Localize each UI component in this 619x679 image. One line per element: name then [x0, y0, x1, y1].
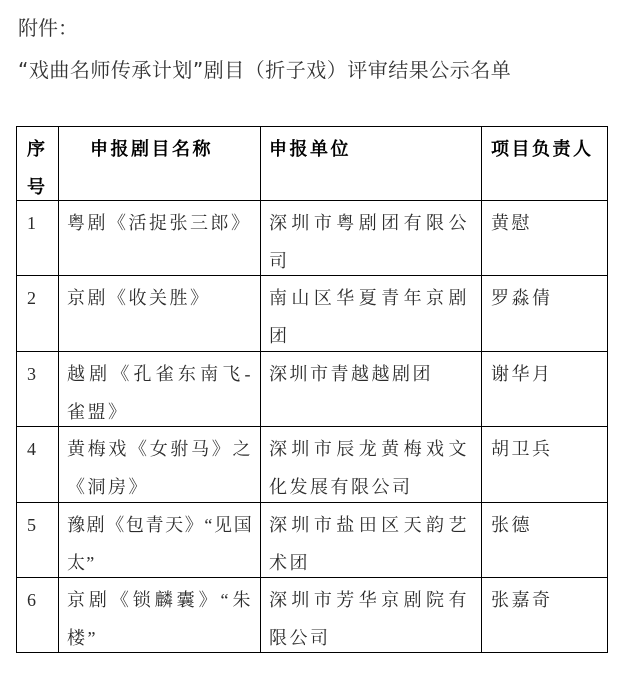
- row-name-cell: [59, 577, 261, 652]
- project-lead: 胡卫兵: [491, 439, 553, 460]
- applicant-unit: 南山区华夏青年京剧团: [269, 288, 469, 347]
- row-index: 4: [27, 439, 39, 460]
- applicant-unit: 深圳市辰龙黄梅戏文化发展有限公司: [269, 439, 469, 498]
- row-index: 5: [27, 514, 39, 535]
- row-unit-cell: [261, 427, 482, 502]
- row-index-cell: [17, 502, 59, 577]
- header-program-name: 申报剧目名称: [90, 139, 213, 159]
- header-cell-lead: [482, 127, 608, 201]
- table-row: [17, 577, 608, 652]
- applicant-unit: 深圳市盐田区天韵艺术团: [269, 514, 469, 573]
- row-index-cell: [17, 577, 59, 652]
- program-name: 黄梅戏《女驸马》之《洞房》: [67, 439, 253, 498]
- program-name: 京剧《锁麟囊》“朱楼”: [67, 589, 253, 648]
- header-index: 序号: [27, 139, 48, 197]
- project-lead: 张嘉奇: [491, 589, 553, 610]
- table-row: [17, 351, 608, 426]
- row-index-cell: [17, 201, 59, 276]
- row-index: 2: [27, 288, 39, 309]
- row-unit-cell: [261, 351, 482, 426]
- row-unit-cell: [261, 502, 482, 577]
- applicant-unit: 深圳市粤剧团有限公司: [269, 213, 469, 271]
- project-lead: 罗淼倩: [491, 288, 553, 309]
- header-cell-unit: [261, 127, 482, 201]
- table-header-row: [17, 127, 608, 201]
- row-lead-cell: [482, 351, 608, 426]
- row-name-cell: [59, 276, 261, 351]
- program-name: 粤剧《活捉张三郎》: [67, 213, 252, 233]
- program-name: 豫剧《包青天》“见国太”: [67, 514, 253, 573]
- document-title: “戏曲名师传承计划”剧目（折子戏）评审结果公示名单: [18, 58, 512, 82]
- program-name: 京剧《收关胜》: [67, 288, 211, 309]
- row-index-cell: [17, 276, 59, 351]
- row-index: 3: [27, 363, 39, 384]
- applicant-unit: 深圳市青越越剧团: [269, 363, 433, 384]
- row-name-cell: [59, 427, 261, 502]
- row-unit-cell: [261, 577, 482, 652]
- project-lead: 张德: [491, 514, 532, 535]
- review-results-table: [16, 126, 608, 653]
- row-index-cell: [17, 351, 59, 426]
- table-row: [17, 427, 608, 502]
- row-lead-cell: [482, 502, 608, 577]
- row-name-cell: [59, 502, 261, 577]
- row-lead-cell: [482, 427, 608, 502]
- header-cell-name: [59, 127, 261, 201]
- row-index: 6: [27, 589, 39, 610]
- applicant-unit: 深圳市芳华京剧院有限公司: [269, 589, 469, 648]
- project-lead: 黄慰: [491, 213, 532, 233]
- header-project-lead: 项目负责人: [491, 139, 594, 159]
- table-row: [17, 502, 608, 577]
- row-lead-cell: [482, 577, 608, 652]
- table-row: [17, 201, 608, 276]
- row-lead-cell: [482, 201, 608, 276]
- row-unit-cell: [261, 201, 482, 276]
- table-row: [17, 276, 608, 351]
- row-index-cell: [17, 427, 59, 502]
- program-name: 越剧《孔雀东南飞-雀盟》: [67, 363, 253, 422]
- row-lead-cell: [482, 276, 608, 351]
- header-cell-index: [17, 127, 59, 201]
- row-index: 1: [27, 213, 39, 233]
- project-lead: 谢华月: [491, 363, 553, 384]
- attachment-label: 附件：: [18, 16, 78, 40]
- row-unit-cell: [261, 276, 482, 351]
- row-name-cell: [59, 351, 261, 426]
- row-name-cell: [59, 201, 261, 276]
- header-applicant-unit: 申报单位: [269, 139, 351, 159]
